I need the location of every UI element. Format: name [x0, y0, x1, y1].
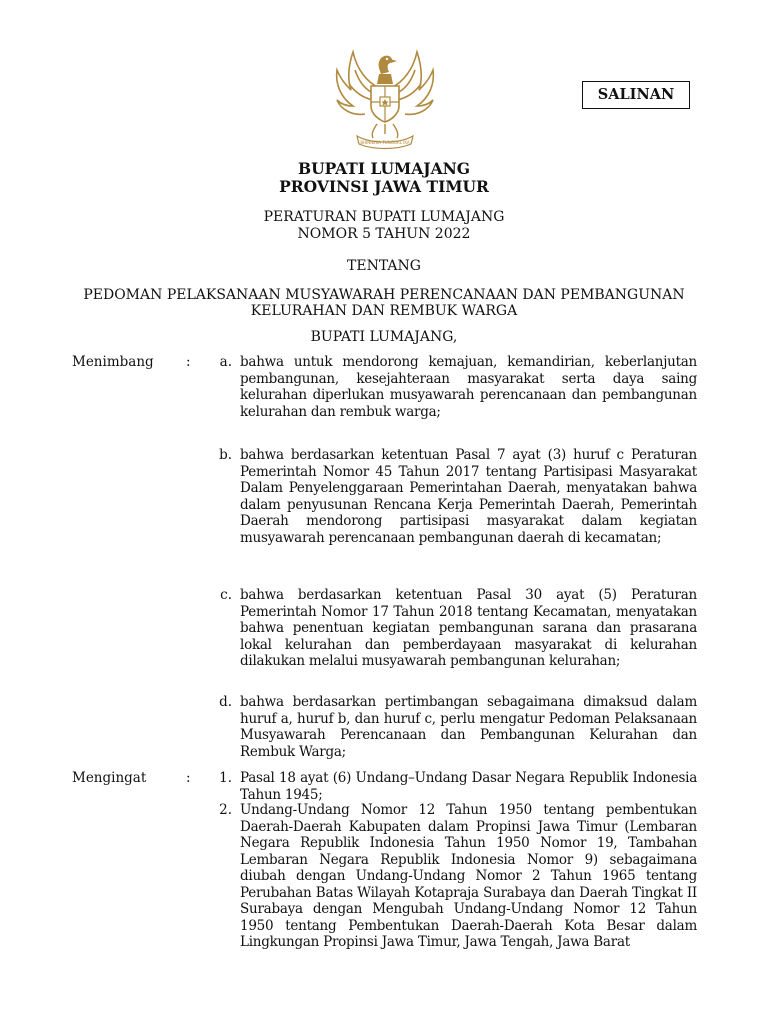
subject-line-2: KELURAHAN DAN REMBUK WARGA	[250, 303, 518, 319]
menimbang-marker: b.	[219, 447, 232, 463]
salinan-badge: SALINAN	[582, 81, 690, 109]
svg-text:BHINNEKA TUNGGAL IKA: BHINNEKA TUNGGAL IKA	[360, 140, 410, 145]
mengingat-marker: 1.	[219, 770, 232, 786]
menimbang-item-text: bahwa berdasarkan ketentuan Pasal 30 ayat (5) Peraturan Pemerintah Nomor 17 Tahun 2018 tentang Kecamatan, menyatakan bahwa penentuan kegiatan pembangunan sarana dan prasarana lokal kelurahan dan pemberdayaan masyarakat di kelurahan dilakukan melalui musyawarah pembangunan kelurahan;	[240, 587, 697, 669]
mengingat-marker: 2.	[219, 802, 232, 818]
menimbang-label: Menimbang	[72, 354, 154, 370]
menimbang-colon: :	[186, 354, 191, 370]
menimbang-item-text: bahwa berdasarkan ketentuan Pasal 7 ayat (3) huruf c Peraturan Pemerintah Nomor 45 Tahun 2017 tentang Partisipasi Masyarakat Dalam Penyelenggaraan Pemerintahan Daerah, menyatakan bahwa dalam penyusunan Rencana Kerja Pemerintah Daerah, Pemerintah Daerah mendorong partisipasi masyarakat dalam kegiatan musyawarah perencanaan pembangunan daerah di kecamatan;	[240, 447, 697, 546]
mengingat-label: Mengingat	[72, 770, 147, 786]
province-title: PROVINSI JAWA TIMUR	[279, 177, 489, 196]
mengingat-colon: :	[186, 770, 191, 786]
mengingat-item-text: Undang-Undang Nomor 12 Tahun 1950 tentang pembentukan Daerah-Daerah Kabupaten dalam Propinsi Jawa Timur (Lembaran Negara Republik Indonesia Tahun 1950 Nomor 19, Tambahan Lembaran Negara Republik Indonesia Nomor 9) sebagaimana diubah dengan Undang-Undang Nomor 2 Tahun 1965 tentang Perubahan Batas Wilayah Kotapraja Surabaya dan Daerah Tingkat II Surabaya dengan Mengubah Undang-Undang Nomor 12 Tahun 1950 tentang Pembentukan Daerah-Daerah Kota Besar dalam Lingkungan Propinsi Jawa Timur, Jawa Tengah, Jawa Barat	[240, 802, 697, 950]
regulation-title: PERATURAN BUPATI LUMAJANG	[263, 209, 505, 225]
issuer-title: BUPATI LUMAJANG	[297, 159, 471, 178]
menimbang-marker: c.	[220, 587, 232, 603]
garuda-pancasila-emblem-icon	[327, 44, 443, 154]
regulation-number: NOMOR 5 TAHUN 2022	[297, 226, 471, 242]
mengingat-item-text: Pasal 18 ayat (6) Undang–Undang Dasar Negara Republik Indonesia Tahun 1945;	[240, 770, 697, 803]
menimbang-item-text: bahwa untuk mendorong kemajuan, kemandirian, keberlanjutan pembangunan, kesejahteraan masyarakat serta daya saing kelurahan diperlukan musyawarah perencanaan dan pembangunan kelurahan dan rembuk warga;	[240, 354, 697, 420]
issuer-name: BUPATI LUMAJANG,	[310, 329, 458, 345]
tentang-label: TENTANG	[347, 258, 421, 274]
menimbang-item-text: bahwa berdasarkan pertimbangan sebagaimana dimaksud dalam huruf a, huruf b, dan huruf c, perlu mengatur Pedoman Pelaksanaan Musyawarah Perencanaan dan Pembangunan Kelurahan dan Rembuk Warga;	[240, 694, 697, 760]
menimbang-marker: d.	[219, 694, 232, 710]
subject-line-1: PEDOMAN PELAKSANAAN MUSYAWARAH PERENCANAAN DAN PEMBANGUNAN	[83, 287, 685, 303]
menimbang-marker: a.	[219, 354, 232, 370]
